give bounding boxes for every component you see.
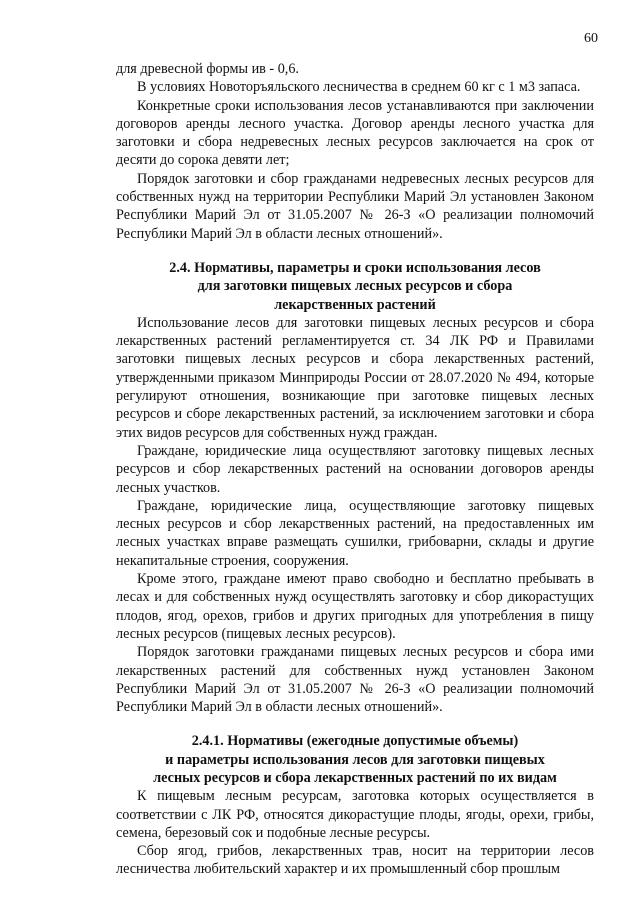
paragraph: Граждане, юридические лица, осуществляющие заготовку пищевых лесных ресурсов и сбор лекарственных растений, на предоставленных им лесных участках вправе размещать сушилки, грибоварни, склады и другие некапитальные строения, сооружения. [116,497,594,569]
paragraph: Кроме этого, граждане имеют право свободно и бесплатно пребывать в лесах и для собственных нужд осуществлять заготовку и сбор дикорастущих плодов, ягод, орехов, грибов и других пригодных для употребления в пищу лесных ресурсов (пищевых лесных ресурсов). [116,571,594,642]
section-heading-line: 2.4. Нормативы, параметры и сроки использования лесов [169,259,541,276]
page-number: 60 [584,31,598,46]
paragraph: Граждане, юридические лица осуществляют заготовку пищевых лесных ресурсов и сбор лекарственных растений на основании договоров аренды лесных участков. [116,442,594,496]
paragraph: Конкретные сроки использования лесов устанавливаются при заключении договоров аренды лесного участка. Договор аренды лесного участка для заготовки и сбора недревесных лесных ресурсов заключается на срок от десяти до сорока девяти лет; [116,97,594,169]
subsection-heading-line: лесных ресурсов и сбора лекарственных растений по их видам [153,769,557,786]
section-heading [116,259,594,314]
paragraph: Порядок заготовки гражданами пищевых лесных ресурсов и сбора ими лекарственных растений для собственных нужд установлен Законом Республики Марий Эл от 31.05.2007 № 26-З «О реализации полномочий Республики Марий Эл в области лесных отношений». [116,644,594,716]
document-body [116,60,594,879]
subsection-heading-line: 2.4.1. Нормативы (ежегодные допустимые объемы) [191,733,519,750]
section-heading-line: для заготовки пищевых лесных ресурсов и сбора [197,278,513,295]
paragraph: Использование лесов для заготовки пищевых лесных ресурсов и сбора лекарственных растений регламентируется ст. 34 ЛК РФ и Правилами заготовки пищевых лесных ресурсов и сбора лекарственных растений, утвержденными приказом Минприроды России от 28.07.2020 № 494, которые регулируют отношения, возникающие при заготовке пищевых лесных ресурсов и сборе лекарственных растений, за исключением заготовки и сбора этих видов ресурсов для собственных нужд граждан. [116,314,594,441]
paragraph: К пищевым лесным ресурсам, заготовка которых осуществляется в соответствии с ЛК РФ, относятся дикорастущие плоды, ягоды, орехи, грибы, семена, березовый сок и подобные лесные ресурсы. [116,788,594,841]
subsection-heading-line: и параметры использования лесов для заготовки пищевых [165,751,545,768]
paragraph: В условиях Новоторъяльского лесничества в среднем 60 кг с 1 м3 запаса. [137,79,581,96]
subsection-heading [116,732,594,787]
paragraph: Сбор ягод, грибов, лекарственных трав, носит на территории лесов лесничества любительский характер и их промышленный сбор прошлым [116,843,594,878]
paragraph: Порядок заготовки и сбор гражданами недревесных лесных ресурсов для собственных нужд на территории Республики Марий Эл установлен Законом Республики Марий Эл от 31.05.2007 № 26-З «О реализации полномочий Республики Марий Эл в области лесных отношений». [116,170,594,242]
paragraph: для древесной формы ив - 0,6. [116,61,299,77]
section-heading-line: лекарственных растений [274,296,436,313]
